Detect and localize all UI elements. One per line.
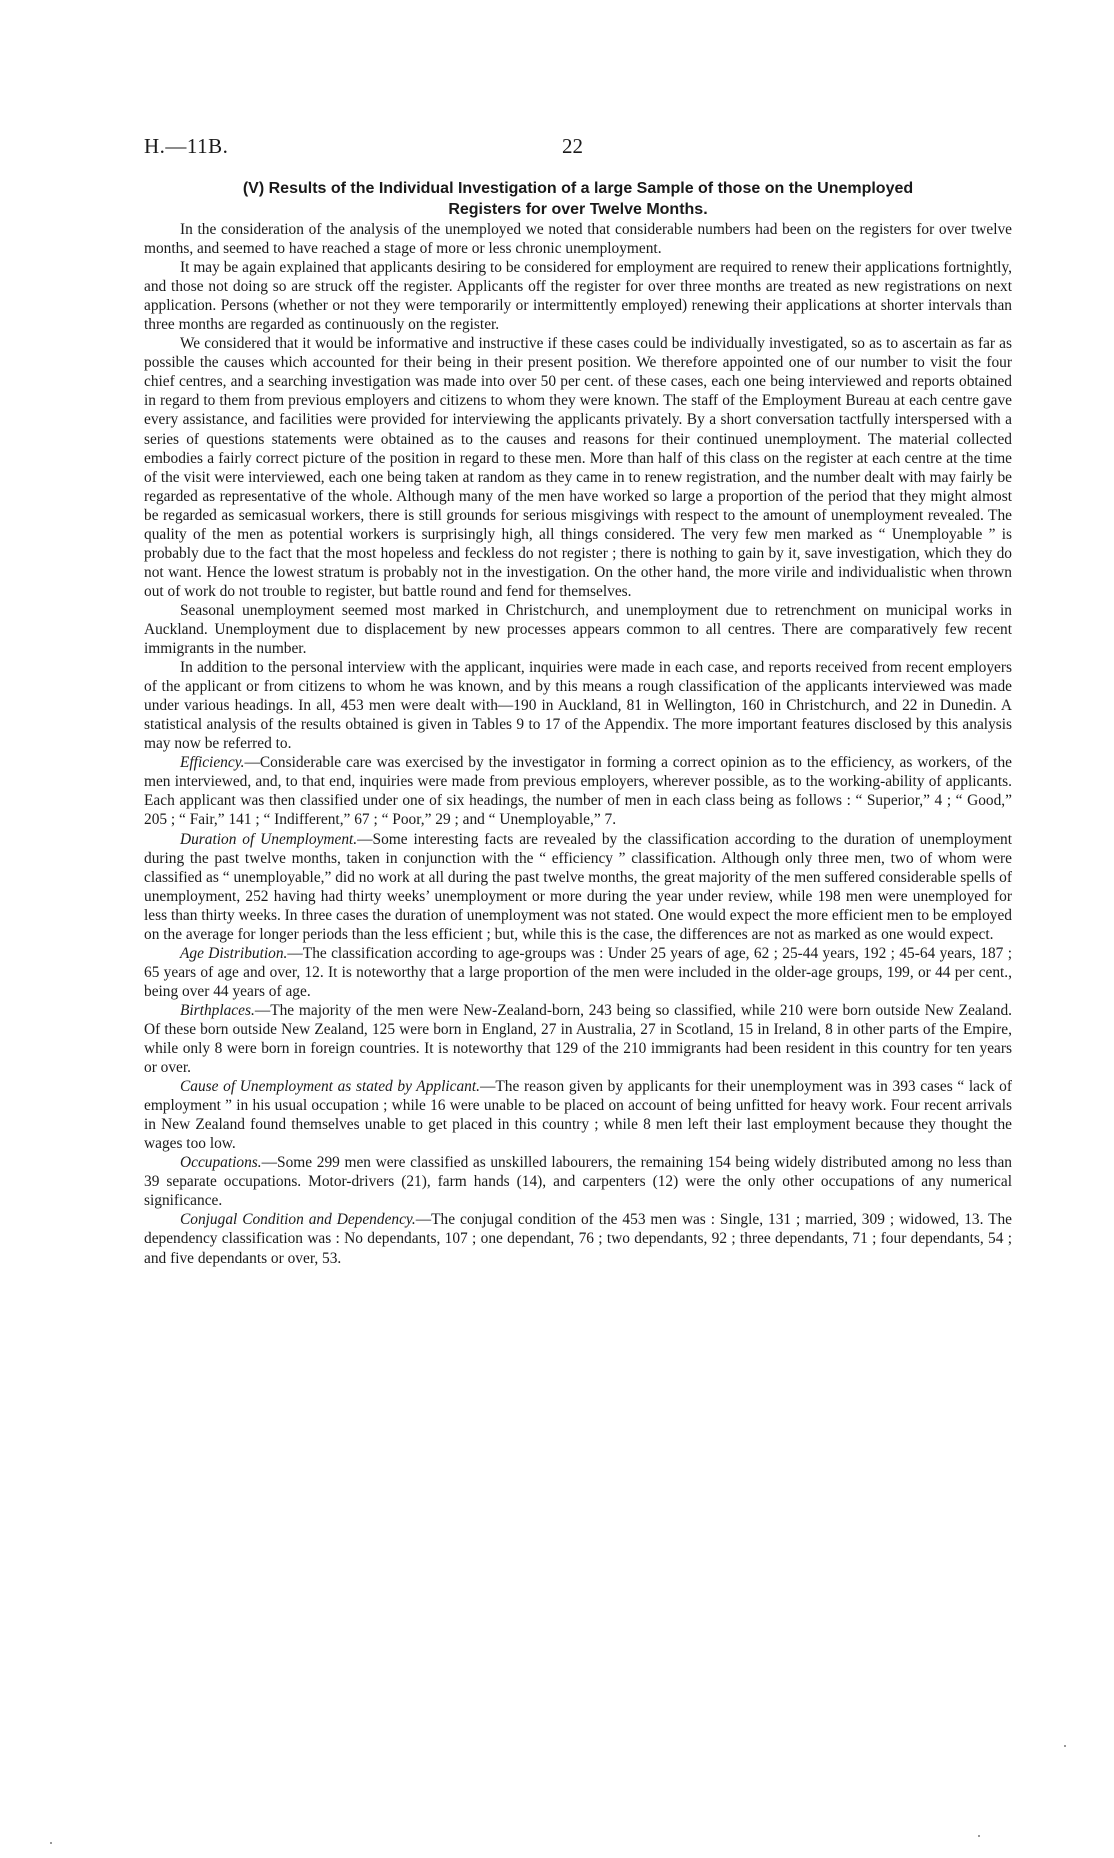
section-title-line-2: Registers for over Twelve Months. (448, 201, 708, 218)
paragraph-birthplaces (144, 1001, 1012, 1077)
text-occupations: —Some 299 men were classified as unskilled labourers, the remaining 154 being widely distributed among no less than 39 separate occupations. Motor-drivers (21), farm hands (14), and carpenters (12) were the only other occupations of any numerical significance. (144, 1154, 1012, 1210)
paragraph-cause (144, 1077, 1012, 1153)
paragraph-introduction: In the consideration of the analysis of the unemployed we noted that considerable numbers had been on the registers for over twelve months, and seemed to have reached a stage of more or less chronic unemployment. (144, 221, 1012, 258)
scan-speck (978, 1835, 980, 1837)
document-reference: H.—11B. (144, 134, 229, 158)
running-header (144, 134, 1012, 168)
heading-conjugal-condition: Conjugal Condition and Dependency. (180, 1211, 416, 1229)
document-page (144, 134, 1012, 1268)
paragraph-investigation-method: We considered that it would be informative and instructive if these cases could be individually investigated, so as to ascertain as far as possible the causes which accounted for their being in their present position. We therefore appointed one of our number to visit the four chief centres, and a searching investigation was made into over 50 per cent. of these cases, each one being interviewed and reports obtained in regard to them from previous employers and citizens to whom they were known. The staff of the Employment Bureau at each centre gave every assistance, and facilities were provided for interviewing the applicants privately. By a short conversation tactfully interspersed with a series of questions statements were obtained as to the causes and reasons for their continued unemployment. The material collected embodies a fairly correct picture of the position in regard to these men. More than half of this class on the register at each centre at the time of the visit were interviewed, each one being taken at random as they came in to renew registration, and the number dealt with may fairly be regarded as representative of the whole. Although many of the men have worked so large a proportion of the period that they might almost be regarded as semicasual workers, there is still grounds for serious misgivings with respect to the amount of unemployment revealed. The quality of the men as potential workers is surprisingly high, all things considered. The very few men marked as “ Unemployable ” is probably due to the fact that the most hopeless and feckless do not register ; there is nothing to gain by it, save investigation, which they do not want. Hence the lowest stratum is probably not in the investigation. On the other hand, the more virile and individualistic when thrown out of work do not trouble to register, but battle round and fend for themselves. (144, 335, 1012, 600)
paragraph-conjugal-condition (144, 1210, 1012, 1267)
heading-cause: Cause of Unemployment as stated by Applicant. (180, 1078, 480, 1096)
paragraph-classification: In addition to the personal interview with the applicant, inquiries were made in each case, and reports received from recent employers of the applicant or from citizens to whom he was known, and by this means a rough classification of the applicants interviewed was made under various headings. In all, 453 men were dealt with—190 in Auckland, 81 in Wellington, 160 in Christchurch, and 22 in Dunedin. A statistical analysis of the results obtained is given in Tables 9 to 17 of the Appendix. The more important features disclosed by this analysis may now be referred to. (144, 659, 1012, 753)
text-efficiency: —Considerable care was exercised by the investigator in forming a correct opinion as to the efficiency, as workers, of the men interviewed, and, to that end, inquiries were made from previous employers, wherever possible, as to the working-ability of applicants. Each applicant was then classified under one of six headings, the number of men in each class being as follows : “ Superior,” 4 ; “ Good,” 205 ; “ Fair,” 141 ; “ Indifferent,” 67 ; “ Poor,” 29 ; and “ Unemployable,” 7. (144, 754, 1012, 829)
page-number: 22 (562, 134, 583, 158)
heading-age-distribution: Age Distribution. (180, 944, 288, 962)
section-title (144, 178, 1012, 220)
scan-speck (1064, 1745, 1066, 1747)
paragraph-registration-rules: It may be again explained that applicants desiring to be considered for employment are required to renew their applications fortnightly, and those not doing so are struck off the register. Applicants off the register for over three months are treated as new registrations on next application. Persons (whether or not they were temporarily or intermittently employed) renewing their applications at shorter intervals than three months are regarded as continuously on the register. (144, 259, 1012, 334)
heading-efficiency: Efficiency. (180, 754, 245, 772)
text-cause: —The reason given by applicants for their unemployment was in 393 cases “ lack of employment ” in his usual occupation ; while 16 were unable to be placed on account of being unfitted for heavy work. Four recent arrivals in New Zealand found themselves unable to get placed in this country ; while 8 men left their last employment because they thought the wages too low. (144, 1078, 1013, 1153)
text-birthplaces: —The majority of the men were New-Zealand-born, 243 being so classified, while 210 were born outside New Zealand. Of these born outside New Zealand, 125 were born in England, 27 in Australia, 27 in Scotland, 15 in Ireland, 8 in other parts of the Empire, while only 8 were born in foreign countries. It is noteworthy that 129 of the 210 immigrants had been resident in this country for ten years or over. (144, 1001, 1012, 1077)
paragraph-efficiency (144, 753, 1012, 829)
text-conjugal-condition: —The conjugal condition of the 453 men was : Single, 131 ; married, 309 ; widowed, 13. The dependency classification was : No dependants, 107 ; one dependant, 76 ; two dependants, 92 ; three dependants, 71 ; four dependants, 54 ; and five dependants or over, 53. (144, 1211, 1013, 1267)
paragraph-seasonal-unemployment: Seasonal unemployment seemed most marked in Christchurch, and unemployment due to retrenchment on municipal works in Auckland. Unemployment due to displacement by new processes appears common to all centres. There are comparatively few recent immigrants in the number. (144, 601, 1012, 658)
paragraph-occupations (144, 1153, 1012, 1210)
section-title-line-1: (V) Results of the Individual Investigation of a large Sample of those on the Unemployed (242, 180, 914, 197)
text-age-distribution: —The classification according to age-groups was : Under 25 years of age, 62 ; 25-44 years, 192 ; 45-64 years, 187 ; 65 years of age and over, 12. It is noteworthy that a large proportion of the men were included in the older-age groups, 199, or 44 per cent., being over 44 years of age. (144, 944, 1012, 1000)
paragraph-duration (144, 830, 1012, 944)
paragraph-age-distribution (144, 944, 1012, 1001)
heading-occupations: Occupations. (180, 1154, 262, 1172)
heading-duration: Duration of Unemployment. (180, 830, 358, 848)
text-duration: —Some interesting facts are revealed by the classification according to the duration of unemployment during the past twelve months, taken in conjunction with the “ efficiency ” classification. Although only three men, two of whom were classified as “ unemployable,” did no work at all during the past twelve months, the great majority of the men suffered considerable spells of unemployment, 252 having had thirty weeks’ unemployment or more during the year under review, while 198 men were unemployed for less than thirty weeks. In three cases the duration of unemployment was not stated. One would expect the more efficient men to be employed on the average for longer periods than the less efficient ; but, while this is the case, the differences are not as marked as one would expect. (144, 830, 1013, 943)
scan-speck (50, 1842, 52, 1844)
body-text (144, 220, 1012, 1268)
heading-birthplaces: Birthplaces. (180, 1001, 255, 1019)
